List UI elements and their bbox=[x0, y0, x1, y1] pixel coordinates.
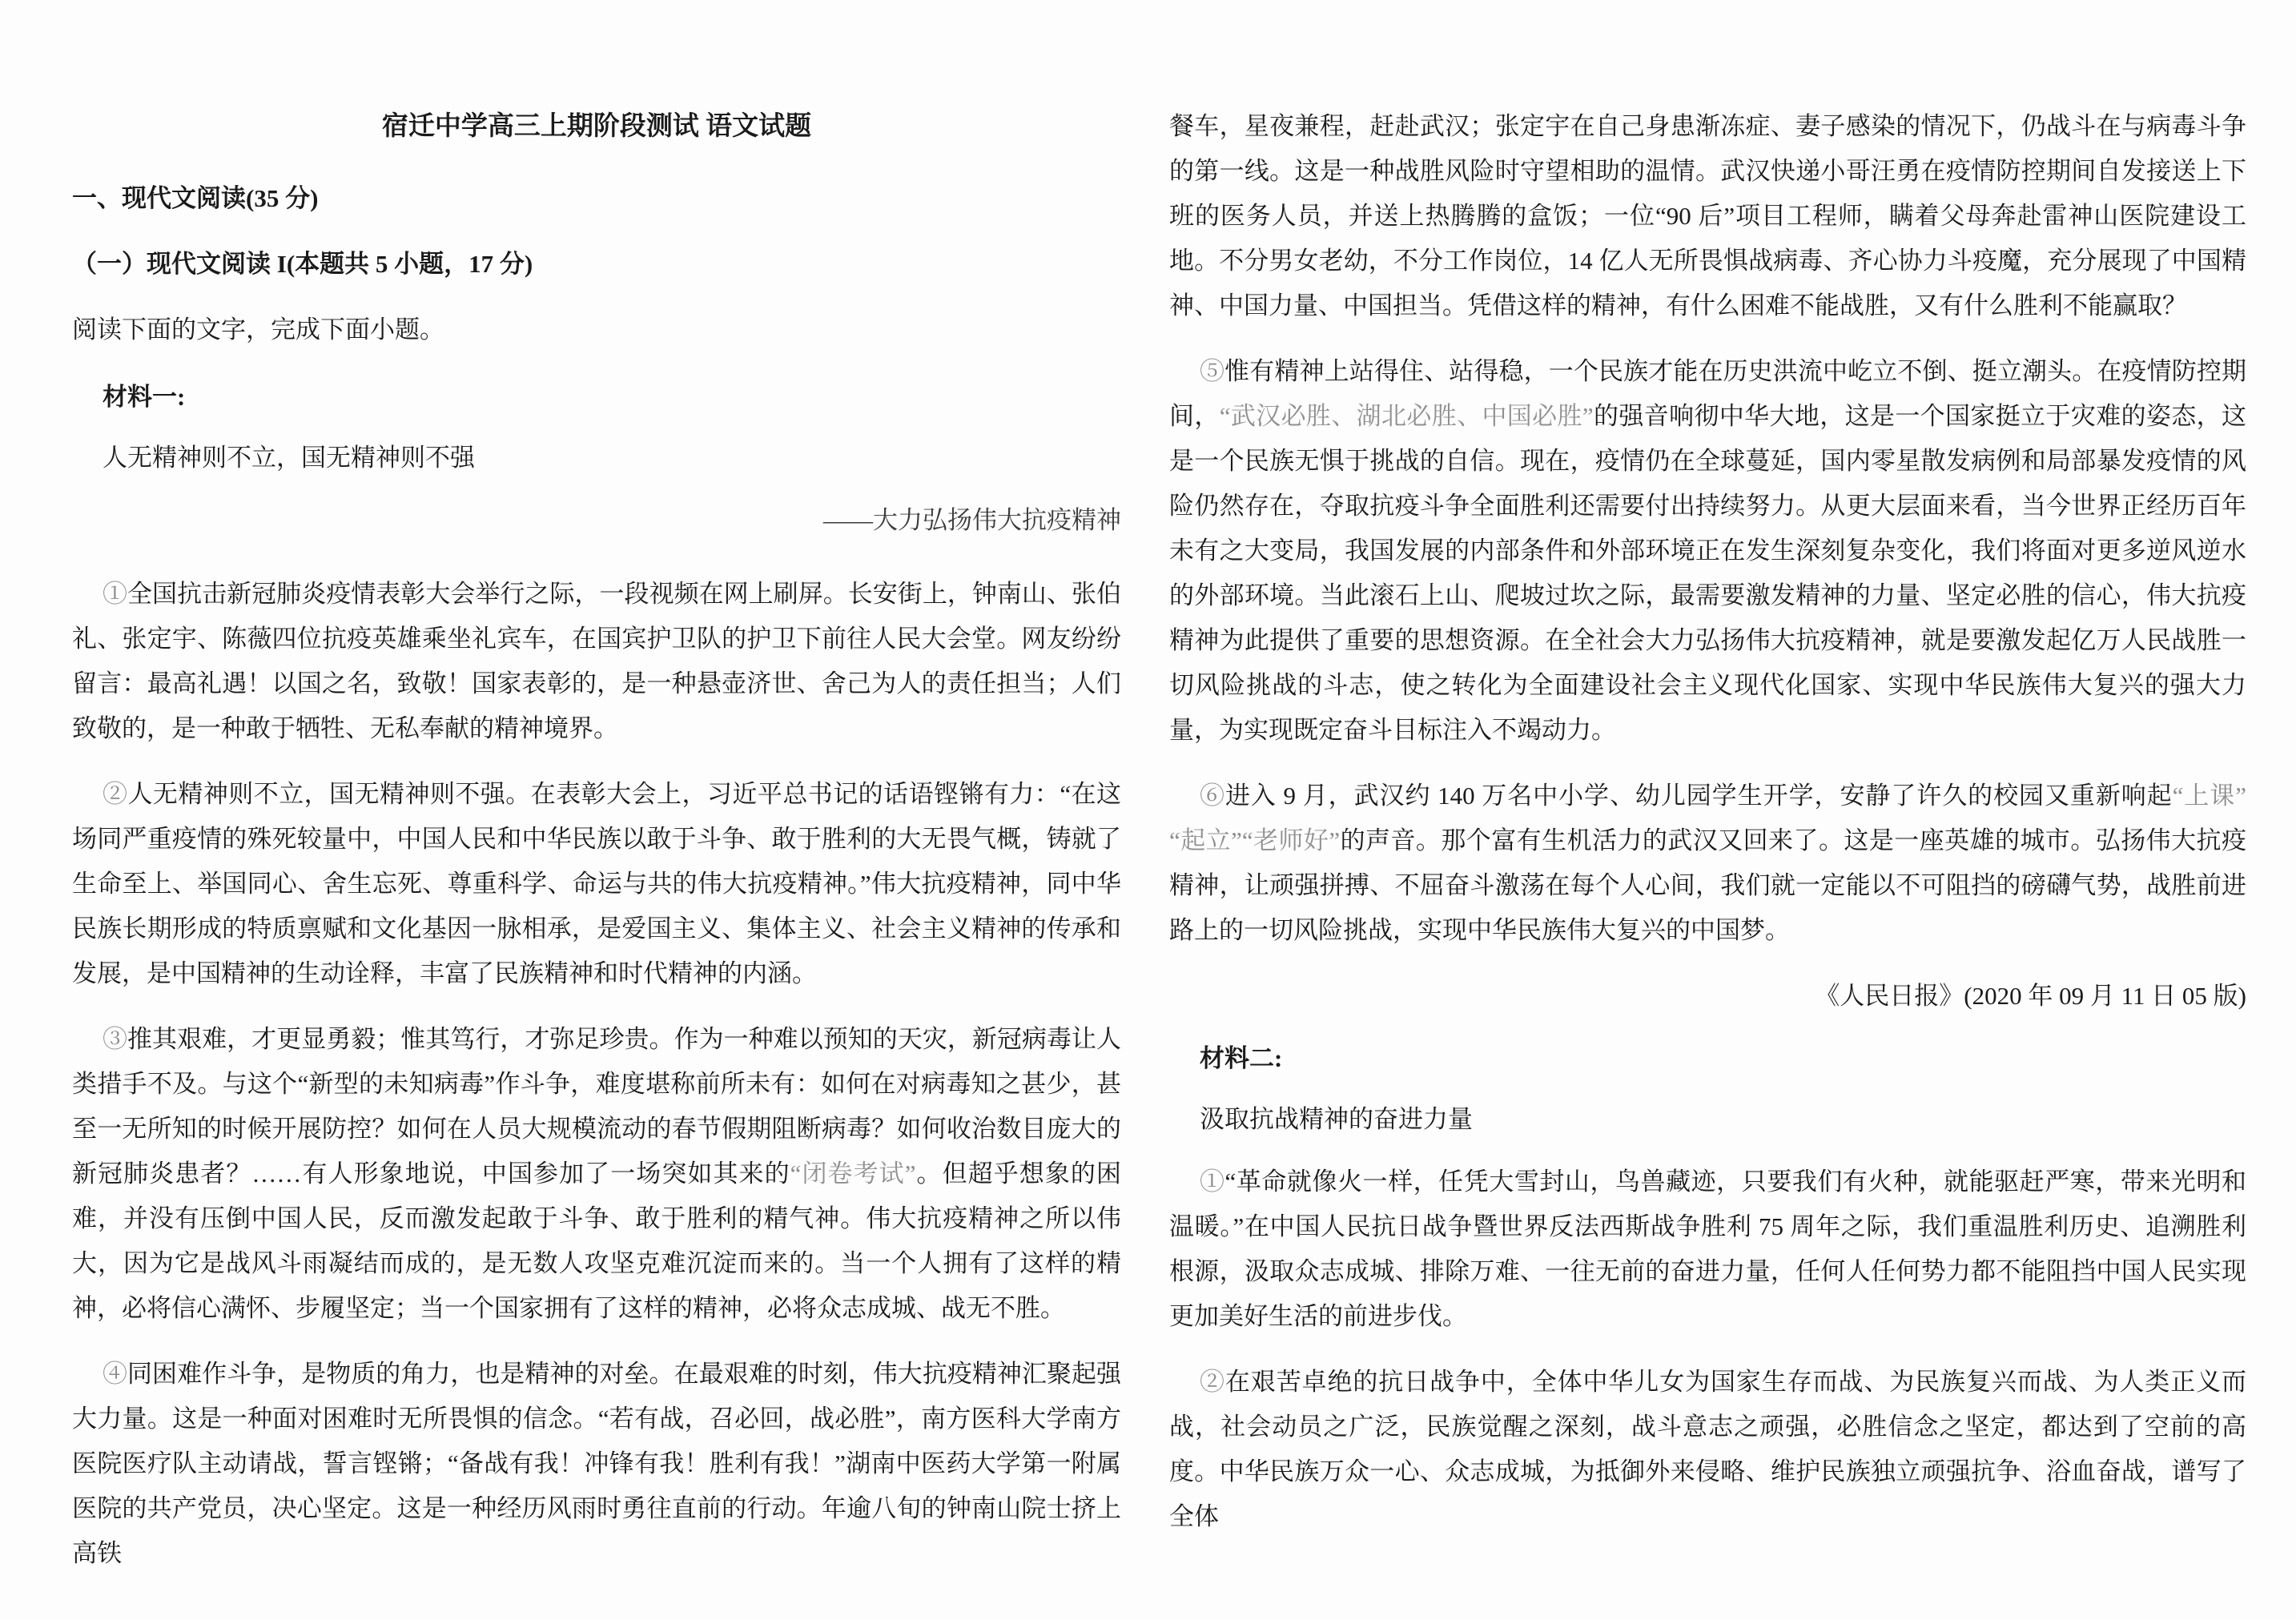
paragraph-5-text-pre: 惟有精神上站得住、站得稳，一个民族才能在历史洪流中屹立不倒、挺立潮头。在疫情防控期间， bbox=[1169, 357, 2246, 430]
paragraph-5-marker: ⑤ bbox=[1200, 357, 1225, 385]
paragraph-6-text-post: 的声音。那个富有生机活力的武汉又回来了。这是一座英雄的城市。弘扬伟大抗疫精神，让顽强拼搏、不屈奋斗激荡在每个人心间，我们就一定能以不可阻挡的磅礴气势，战胜前进路上的一切风险挑战，实现中华民族伟大复兴的中国梦。 bbox=[1169, 826, 2246, 944]
paragraph-5-quoted-slogan: “武汉必胜、湖北必胜、中国必胜” bbox=[1219, 402, 1594, 430]
paragraph-3-quoted-term: “闭卷考试” bbox=[790, 1160, 916, 1188]
paragraph-6-text-pre: 进入 9 月，武汉约 140 万名中小学、幼儿园学生开学，安静了许久的校园又重新响起 bbox=[1224, 782, 2173, 810]
material-two-subtitle: 汲取抗战精神的奋进力量 bbox=[1200, 1105, 1473, 1133]
paragraph-6-marker: ⑥ bbox=[1200, 782, 1225, 810]
paragraph-6-quoted-phrases: “上课”“起立”“老师好” bbox=[1169, 782, 2247, 854]
left-column bbox=[72, 104, 1121, 1576]
material-two-paragraph-1-marker: ① bbox=[1200, 1168, 1225, 1196]
paragraph-1-marker: ① bbox=[103, 580, 128, 608]
material-one-paragraph-3 bbox=[72, 1017, 1121, 1331]
paragraph-5-text-post: 的强音响彻中华大地，这是一个国家挺立于灾难的姿态，这是一个民族无惧于挑战的自信。现在，疫情仍在全球蔓延，国内零星散发病例和局部暴发疫情的风险仍然存在，夺取抗疫斗争全面胜利还需要付出持续努力。从更大层面来看，当今世界正经历百年未有之大变局，我国发展的内部条件和外部环境正在发生深刻复杂变化，我们将面对更多逆风逆水的外部环境。当此滚石上山、爬坡过坎之际，最需要激发精神的力量、坚定必胜的信心，伟大抗疫精神为此提供了重要的思想资源。在全社会大力弘扬伟大抗疫精神，就是要激发起亿万人民战胜一切风险挑战的斗志，使之转化为全面建设社会主义现代化国家、实现中华民族伟大复兴的强大力量，为实现既定奋斗目标注入不竭动力。 bbox=[1169, 402, 2247, 744]
material-one-byline: ——大力弘扬伟大抗疫精神 bbox=[823, 506, 1121, 534]
page-title: 宿迁中学高三上期阶段测试 语文试题 bbox=[381, 112, 812, 141]
material-one-paragraph-2 bbox=[72, 772, 1121, 996]
material-one-source-citation: 《人民日报》(2020 年 09 月 11 日 05 版) bbox=[1815, 982, 2246, 1010]
material-one-subtitle: 人无精神则不立，国无精神则不强 bbox=[103, 444, 475, 472]
material-one-paragraph-4 bbox=[72, 1352, 1121, 1576]
paragraph-3-text-post: 。但超乎想象的困难，并没有压倒中国人民，反而激发起敢于斗争、敢于胜利的精气神。伟大抗疫精神之所以伟大，因为它是战风斗雨凝结而成的，是无数人攻坚克难沉淀而来的。当一个人拥有了这样的精神，必将信心满怀、步履坚定；当一个国家拥有了这样的精神，必将众志成城、战无不胜。 bbox=[72, 1160, 1121, 1322]
material-two-paragraph-2 bbox=[1169, 1360, 2246, 1539]
paragraph-4-continued-text: 餐车，星夜兼程，赶赴武汉；张定宇在自己身患渐冻症、妻子感染的情况下，仍战斗在与病毒斗争的第一线。这是一种战胜风险时守望相助的温情。武汉快递小哥汪勇在疫情防控期间自发接送上下班的医务人员，并送上热腾腾的盒饭；一位“90 后”项目工程师，瞒着父母奔赴雷神山医院建设工地。不分男女老幼，不分工作岗位，14 亿人无所畏惧战病毒、齐心协力斗疫魔，充分展现了中国精神、中国力量、中国担当。凭借这样的精神，有什么困难不能战胜，又有什么胜利不能赢取？ bbox=[1169, 112, 2246, 320]
material-two-paragraph-2-text: 在艰苦卓绝的抗日战争中，全体中华儿女为国家生存而战、为民族复兴而战、为人类正义而战，社会动员之广泛，民族觉醒之深刻，战斗意志之顽强，必胜信念之坚定，都达到了空前的高度。中华民族万众一心、众志成城，为抵御外来侵略、维护民族独立顽强抗争、浴血奋战，谱写了全体 bbox=[1169, 1368, 2247, 1530]
paragraph-2-marker: ② bbox=[103, 780, 128, 808]
paragraph-4-marker: ④ bbox=[103, 1360, 128, 1388]
material-one-paragraph-5 bbox=[1169, 349, 2246, 753]
paragraph-4-text: 同困难作斗争，是物质的角力，也是精神的对垒。在最艰难的时刻，伟大抗疫精神汇聚起强大力量。这是一种面对困难时无所畏惧的信念。“若有战，召必回，战必胜”，南方医科大学南方医院医疗队主动请战，誓言铿锵；“备战有我！冲锋有我！胜利有我！”湖南中医药大学第一附属医院的共产党员，决心坚定。这是一种经历风雨时勇往直前的行动。年逾八旬的钟南山院士挤上高铁 bbox=[72, 1360, 1122, 1567]
section-heading-modern-reading: 一、现代文阅读(35 分) bbox=[72, 184, 319, 212]
material-one-paragraph-6 bbox=[1169, 774, 2246, 953]
material-one-label: 材料一: bbox=[103, 383, 186, 411]
reading-instruction: 阅读下面的文字，完成下面小题。 bbox=[72, 316, 444, 344]
material-two-label: 材料二: bbox=[1200, 1044, 1283, 1072]
material-two-paragraph-1 bbox=[1169, 1160, 2246, 1339]
paragraph-3-marker: ③ bbox=[103, 1025, 128, 1053]
subsection-heading-reading-1: （一）现代文阅读 I(本题共 5 小题，17 分) bbox=[72, 250, 533, 278]
paragraph-1-text: 全国抗击新冠肺炎疫情表彰大会举行之际，一段视频在网上刷屏。长安街上，钟南山、张伯礼、张定宇、陈薇四位抗疫英雄乘坐礼宾车，在国宾护卫队的护卫下前往人民大会堂。网友纷纷留言：最高礼遇！以国之名，致敬！国家表彰的，是一种悬壶济世、舍己为人的责任担当；人们致敬的，是一种敢于牺牲、无私奉献的精神境界。 bbox=[72, 580, 1122, 742]
material-two-paragraph-2-marker: ② bbox=[1200, 1368, 1225, 1396]
paragraph-2-text: 人无精神则不立，国无精神则不强。在表彰大会上，习近平总书记的话语铿锵有力：“在这场同严重疫情的殊死较量中，中国人民和中华民族以敢于斗争、敢于胜利的大无畏气概，铸就了生命至上、举国同心、舍生忘死、尊重科学、命运与共的伟大抗疫精神。”伟大抗疫精神，同中华民族长期形成的特质禀赋和文化基因一脉相承，是爱国主义、集体主义、社会主义精神的传承和发展，是中国精神的生动诠释，丰富了民族精神和时代精神的内涵。 bbox=[72, 780, 1122, 987]
material-one-paragraph-4-continued bbox=[1169, 104, 2246, 328]
right-column bbox=[1169, 104, 2246, 1539]
material-one-paragraph-1 bbox=[72, 572, 1121, 751]
material-two-paragraph-1-text: “革命就像火一样，任凭大雪封山，鸟兽藏迹，只要我们有火种，就能驱赶严寒，带来光明和温暖。”在中国人民抗日战争暨世界反法西斯战争胜利 75 周年之际，我们重温胜利历史、追溯胜利根源，汲取众志成城、排除万难、一往无前的奋进力量，任何人任何势力都不能阻挡中国人民实现更加美好生活的前进步伐。 bbox=[1169, 1168, 2246, 1330]
paragraph-3-text-pre: 推其艰难，才更显勇毅；惟其笃行，才弥足珍贵。作为一种难以预知的天灾，新冠病毒让人类措手不及。与这个“新型的未知病毒”作斗争，难度堪称前所未有：如何在对病毒知之甚少，甚至一无所知的时候开展防控？如何在人员大规模流动的春节假期阻断病毒？如何收治数目庞大的新冠肺炎患者？……有人形象地说，中国参加了一场突如其来的 bbox=[72, 1025, 1122, 1188]
